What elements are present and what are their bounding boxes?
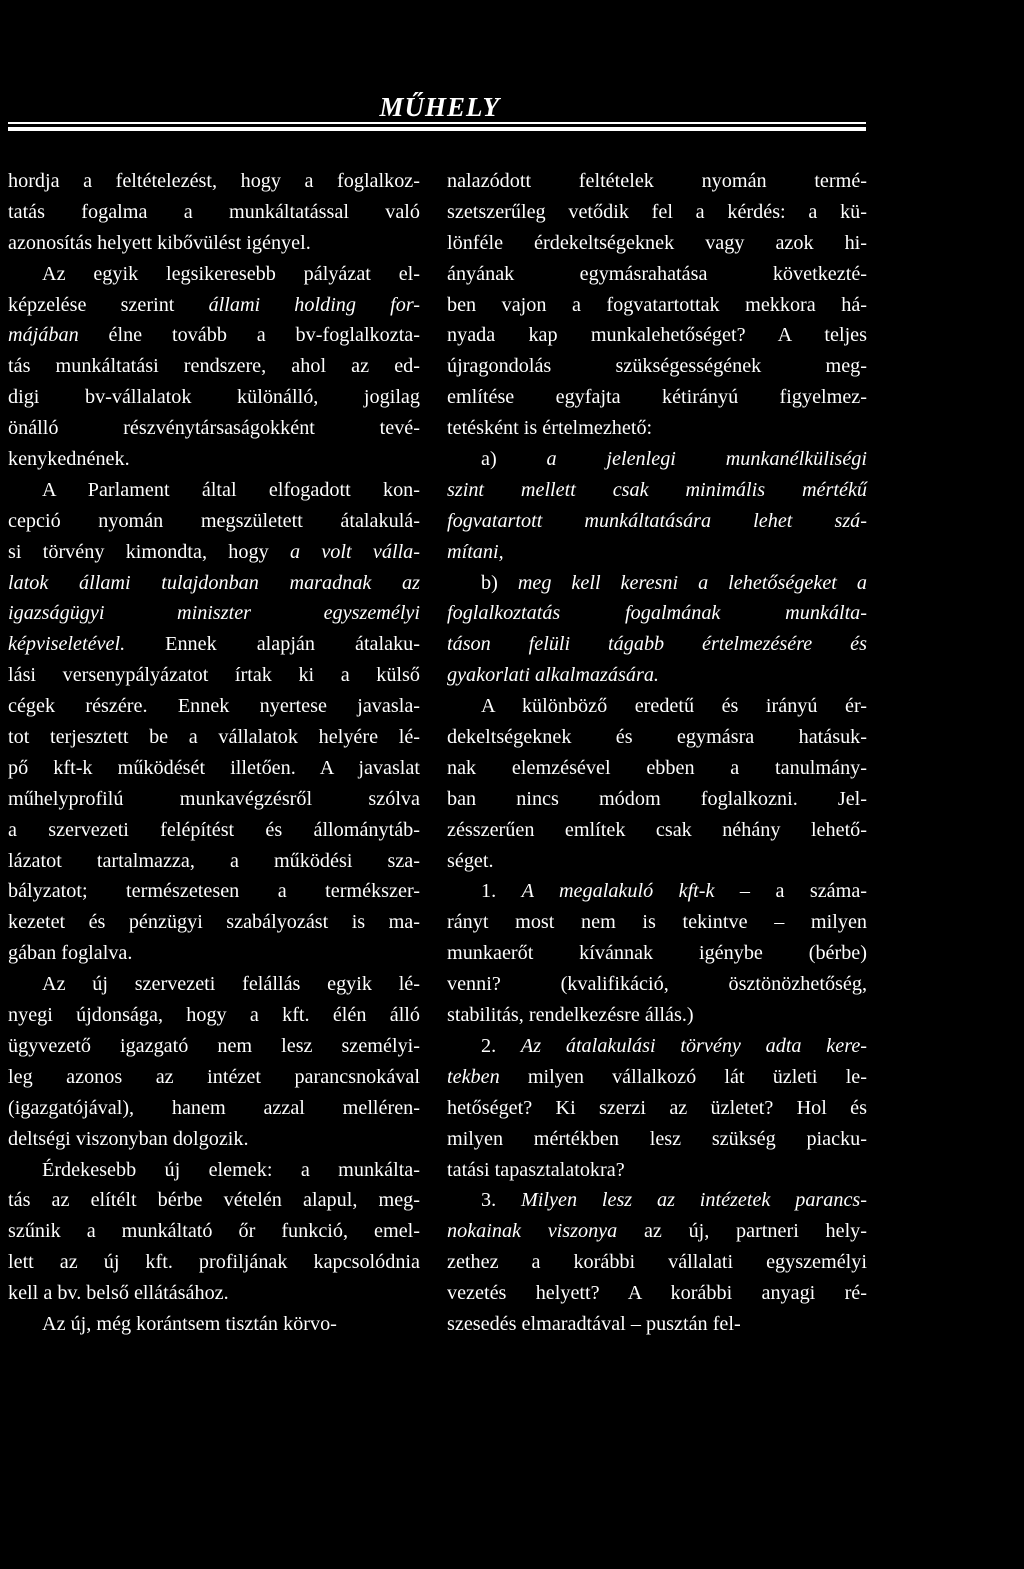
text-run: 2.	[481, 1034, 521, 1057]
text-run: leg azonos az intézet parancsnokával	[8, 1065, 420, 1088]
italic-run: Az átalakulási törvény adta kere-	[520, 1034, 867, 1057]
italic-run: májában	[8, 324, 79, 347]
text-run: a)	[481, 448, 547, 471]
text-line	[447, 166, 867, 197]
text-line	[8, 1185, 420, 1216]
text-run: si törvény kimondta, hogy	[8, 540, 290, 563]
text-line	[8, 1093, 420, 1124]
text-run: tatás fogalma a munkáltatással való	[8, 200, 420, 223]
text-run: pő kft-k működését illetően. A javaslat	[8, 756, 420, 779]
text-line	[8, 598, 420, 629]
text-line	[8, 753, 420, 784]
italic-run: tekben	[447, 1065, 500, 1088]
text-run: munkaerőt kívánnak igénybe (bérbe)	[447, 942, 867, 965]
italic-run: latok állami tulajdonban maradnak az	[8, 571, 420, 594]
italic-run: a jelenlegi munkanélküliségi	[546, 448, 867, 471]
text-line	[447, 413, 867, 444]
text-line	[8, 568, 420, 599]
text-line	[8, 938, 420, 969]
text-line	[447, 969, 867, 1000]
text-run: b)	[481, 571, 518, 594]
text-line	[8, 197, 420, 228]
text-line	[447, 1278, 867, 1309]
text-line	[447, 1155, 867, 1186]
text-run: lett az új kft. profiljának kapcsolódnia	[8, 1251, 420, 1274]
text-run: – a száma-	[714, 880, 867, 903]
text-line	[8, 876, 420, 907]
text-run: 3.	[481, 1189, 521, 1212]
text-line	[8, 1247, 420, 1278]
italic-run: gyakorlati alkalmazására.	[447, 664, 659, 687]
text-run: szesedés elmaradtával – pusztán fel-	[447, 1312, 741, 1335]
text-line	[8, 722, 420, 753]
text-line	[447, 1124, 867, 1155]
text-run: lási versenypályázatot írtak ki a külső	[8, 664, 420, 687]
text-line	[447, 722, 867, 753]
text-run: venni? (kvalifikáció, ösztönözhetőség,	[447, 973, 867, 996]
italic-run: állami holding for-	[208, 293, 421, 316]
text-run: rányt most nem is tekintve – milyen	[447, 911, 867, 934]
text-run: tot terjesztett be a vállalatok helyére lé-	[8, 726, 420, 749]
text-line	[8, 506, 420, 537]
text-run: nalazódott feltételek nyomán termé-	[447, 170, 867, 192]
text-line	[447, 1216, 867, 1247]
text-run: cégek részére. Ennek nyertese javasla-	[8, 695, 420, 718]
text-run: önálló részvénytársaságokként tevé-	[8, 417, 420, 440]
text-run: gában foglalva.	[8, 942, 133, 965]
text-line	[447, 290, 867, 321]
text-run: szűnik a munkáltató őr funkció, emel-	[8, 1220, 420, 1243]
text-line	[447, 691, 867, 722]
text-run: tás munkáltatási rendszere, ahol az ed-	[8, 355, 420, 378]
text-line	[447, 444, 867, 475]
italic-run: képviseletével.	[8, 633, 126, 656]
header-rule-thin	[8, 122, 866, 124]
text-run: hetőséget? Ki szerzi az üzletet? Hol és	[447, 1096, 867, 1119]
text-line	[447, 320, 867, 351]
text-line	[447, 259, 867, 290]
text-line	[8, 1124, 420, 1155]
italic-run: igazságügyi miniszter egyszemélyi	[8, 602, 420, 625]
text-run: kenykednének.	[8, 448, 130, 471]
italic-run: nokainak viszonya	[447, 1220, 618, 1243]
text-run: milyen mértékben lesz szükség piacku-	[447, 1127, 867, 1150]
text-line	[8, 259, 420, 290]
text-line	[447, 506, 867, 537]
text-run: említése egyfajta kétirányú figyelmez-	[447, 386, 867, 409]
text-run: kezetet és pénzügyi szabályozást is ma-	[8, 911, 420, 934]
text-line	[8, 969, 420, 1000]
text-line	[8, 660, 420, 691]
italic-run: mítani,	[447, 540, 504, 563]
text-run: bályzatot; természetesen a termékszer-	[8, 880, 420, 903]
text-line	[8, 907, 420, 938]
text-run: szetszerűleg vetődik fel a kérdés: a kü-	[447, 200, 867, 223]
text-line	[447, 938, 867, 969]
italic-run: táson felüli tágabb értelmezésére és	[447, 633, 867, 656]
text-line	[447, 1031, 867, 1062]
italic-run: foglalkoztatás fogalmának munkálta-	[447, 602, 867, 625]
text-run: lázatot tartalmazza, a működési sza-	[8, 849, 420, 872]
text-run: tás az elítélt bérbe vételén alapul, meg-	[8, 1189, 420, 1212]
text-line	[447, 1062, 867, 1093]
text-line	[447, 1000, 867, 1031]
text-run: stabilitás, rendelkezésre állás.)	[447, 1004, 694, 1027]
text-run: A Parlament által elfogadott kon-	[42, 478, 420, 501]
text-line	[447, 815, 867, 846]
text-run: ügyvezető igazgató nem lesz személyi-	[8, 1034, 420, 1057]
text-line	[447, 351, 867, 382]
text-run: Ennek alapján átalaku-	[125, 633, 420, 656]
text-run: A különböző eredetű és irányú ér-	[481, 695, 867, 718]
text-line	[447, 1093, 867, 1124]
text-run: ben vajon a fogvatartottak mekkora há-	[447, 293, 867, 316]
text-line	[447, 846, 867, 877]
text-line	[447, 753, 867, 784]
section-header	[8, 92, 866, 136]
text-run: ban nincs módom foglalkozni. Jel-	[447, 787, 867, 810]
text-line	[447, 660, 867, 691]
italic-run: szint mellett csak minimális mértékű	[447, 478, 867, 501]
text-run: zethez a korábbi vállalati egyszemélyi	[447, 1251, 867, 1274]
text-run: Az új szervezeti felállás egyik lé-	[42, 973, 420, 996]
text-run: deltségi viszonyban dolgozik.	[8, 1127, 249, 1150]
text-line	[8, 475, 420, 506]
text-line	[447, 1185, 867, 1216]
text-run: Az új, még korántsem tisztán körvo-	[42, 1312, 337, 1335]
text-run: tatási tapasztalatokra?	[447, 1158, 625, 1181]
text-line	[447, 537, 867, 568]
text-run: kell a bv. belső ellátásához.	[8, 1282, 229, 1305]
text-line	[8, 1062, 420, 1093]
text-run: nak elemzésével ebben a tanulmány-	[447, 756, 867, 779]
text-line	[447, 475, 867, 506]
text-line	[447, 1247, 867, 1278]
text-line	[447, 629, 867, 660]
text-run: lönféle érdekeltségeknek vagy azok hi-	[447, 231, 867, 254]
text-run: az új, partneri hely-	[617, 1220, 867, 1243]
italic-run: a volt válla-	[289, 540, 420, 563]
text-run: 1.	[481, 880, 522, 903]
text-line	[8, 691, 420, 722]
text-line	[8, 537, 420, 568]
text-line	[8, 413, 420, 444]
text-run: milyen vállalkozó lát üzleti le-	[499, 1065, 867, 1088]
text-run: dekeltségeknek és egymásra hatásuk-	[447, 726, 867, 749]
text-run: séget.	[447, 849, 494, 872]
text-column-right	[447, 166, 867, 1340]
text-line	[8, 351, 420, 382]
text-line	[447, 784, 867, 815]
text-line	[8, 382, 420, 413]
text-line	[8, 1000, 420, 1031]
text-run: zésszerűen említek csak néhány lehető-	[447, 818, 867, 841]
text-line	[8, 784, 420, 815]
text-line	[8, 444, 420, 475]
text-line	[447, 197, 867, 228]
text-line	[8, 815, 420, 846]
text-line	[447, 907, 867, 938]
text-run: műhelyprofilú munkavégzésről szólva	[8, 787, 420, 810]
text-line	[8, 1216, 420, 1247]
text-column-left	[8, 166, 420, 1340]
text-run: hordja a feltételezést, hogy a foglalkoz-	[8, 170, 420, 192]
text-line	[8, 290, 420, 321]
text-line	[8, 1031, 420, 1062]
text-run: újragondolás szükségességének meg-	[447, 355, 867, 378]
text-line	[8, 166, 420, 197]
text-line	[447, 1309, 867, 1340]
section-title: MŰHELY	[379, 92, 500, 122]
text-run: (igazgatójával), hanem azzal melléren-	[8, 1096, 420, 1119]
italic-run: A megalakuló kft-k	[521, 880, 715, 903]
text-run: cepció nyomán megszületett átalakulá-	[8, 509, 420, 532]
header-rule-thick	[8, 127, 866, 131]
text-run: Az egyik legsikeresebb pályázat el-	[42, 262, 420, 285]
italic-run: Milyen lesz az intézetek parancs-	[520, 1189, 868, 1212]
text-line	[8, 846, 420, 877]
text-run: élne tovább a bv-foglalkozta-	[78, 324, 420, 347]
text-line	[447, 876, 867, 907]
text-line	[8, 1278, 420, 1309]
text-line	[447, 568, 867, 599]
text-run: a szervezeti felépítést és állománytáb-	[8, 818, 420, 841]
text-run: Érdekesebb új elemek: a munkálta-	[42, 1158, 420, 1181]
italic-run: meg kell keresni a lehetőségeket a	[517, 571, 867, 594]
text-line	[447, 228, 867, 259]
text-run: digi bv-vállalatok különálló, jogilag	[8, 386, 420, 409]
text-run: azonosítás helyett kibővülést igényel.	[8, 231, 311, 254]
text-run: ányának egymásrahatása következté-	[447, 262, 867, 285]
text-line	[8, 629, 420, 660]
text-line	[8, 1309, 420, 1340]
text-run: képzelése szerint	[8, 293, 209, 316]
italic-run: fogvatartott munkáltatására lehet szá-	[447, 509, 867, 532]
text-line	[8, 228, 420, 259]
text-line	[447, 382, 867, 413]
text-run: nyegi újdonsága, hogy a kft. élén álló	[8, 1004, 420, 1027]
text-run: vezetés helyett? A korábbi anyagi ré-	[447, 1282, 867, 1305]
text-line	[8, 1155, 420, 1186]
text-run: tetésként is értelmezhető:	[447, 417, 653, 440]
text-line	[447, 598, 867, 629]
text-run: nyada kap munkalehetőséget? A teljes	[447, 324, 867, 347]
text-line	[8, 320, 420, 351]
